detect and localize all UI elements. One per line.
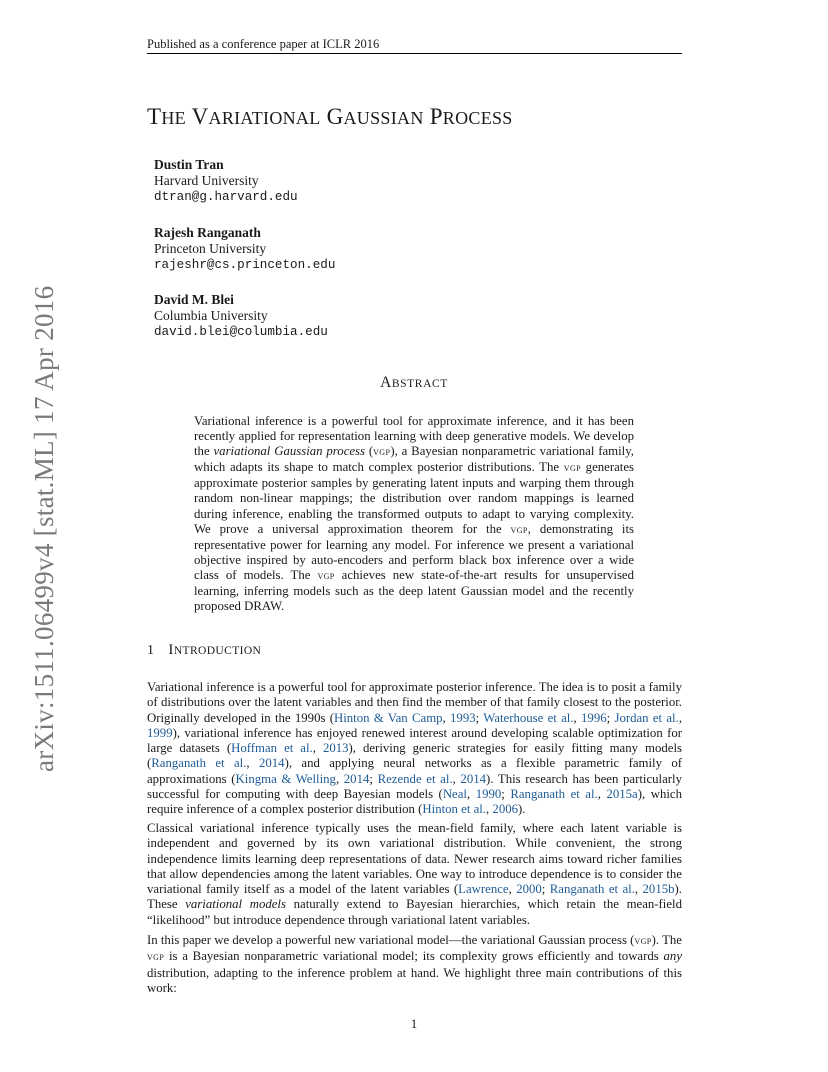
citation-link[interactable]: Hinton et al. [422,802,487,817]
running-header: Published as a conference paper at ICLR 2016 [147,37,380,51]
paper-title: THE VARIATIONAL GAUSSIAN PROCESS [147,104,513,129]
citation-link[interactable]: Neal [442,787,467,802]
citation-link[interactable]: Hoffman et al. [231,741,313,756]
citation-link[interactable]: Lawrence [458,882,509,897]
citation-link[interactable]: Ranganath et al. [510,787,598,802]
citation-link[interactable]: 1996 [581,710,607,725]
citation-link[interactable]: 2014 [258,756,285,771]
author-name: Rajesh Ranganath [154,225,261,240]
citation-link[interactable]: 1999 [147,725,173,740]
citation-link[interactable]: 2014 [460,771,487,786]
intro-paragraph-1: Variational inference is a powerful tool for approximate posterior inference. The idea is to posit a family of distributions over the latent variables and then find the member of that family closest to the posterior. Originally developed in the 1990s (Hinton & Van Camp, 1993; Waterhouse et al., 1996; Jordan et al., 1999), variational inference has enjoyed renewed interest around developing scalable optimization for large datasets (Hoffman et al., 2013), deriving generic strategies for easily fitting many models (Ranganath et al., 2014), and applying neural networks as a flexible parametric family of approximations (Kingma & Welling, 2014; Rezende et al., 2014). This research has been particularly successful for computing with deep Bayesian models (Neal, 1990; Ranganath et al., 2015a), which require inference of a complex posterior distribution (Hinton et al., 2006). [147,680,683,817]
author-affiliation: Princeton University [154,241,267,256]
citation-link[interactable]: Hinton & Van Camp [333,710,443,725]
author-block [154,292,328,340]
author-name: David M. Blei [154,292,234,307]
author-email: david.blei@columbia.edu [154,325,328,339]
section-heading: 1 INTRODUCTION [147,642,262,658]
citation-link[interactable]: Rezende et al. [377,771,453,786]
header-rule [147,53,682,54]
intro-paragraph-2: Classical variational inference typically uses the mean-field family, where each latent variable is independent and governed by its own variational distribution. While convenient, the strong independence limits learning deep representations of data. Newer research aims toward richer families that allow dependencies among the latent variables. One way to introduce dependence is to consider the variational family itself as a model of the latent variables (Lawrence, 2000; Ranganath et al., 2015b). These variational models naturally extend to Bayesian hierarchies, which retain the mean-field “likelihood” but introduce dependence through variational latent variables. [147,821,682,927]
author-block [154,157,298,205]
author-email: dtran@g.harvard.edu [154,190,298,204]
citation-link[interactable]: 1990 [475,787,502,802]
author-name: Dustin Tran [154,157,224,172]
citation-link[interactable]: 2000 [516,882,542,897]
citation-link[interactable]: 2013 [322,741,349,756]
author-block [154,225,335,273]
author-affiliation: Columbia University [154,308,268,323]
abstract-heading: ABSTRACT [380,374,448,391]
page-number: 1 [410,1016,418,1031]
arxiv-stamp: arXiv:1511.06499v4 [stat.ML] 17 Apr 2016 [29,285,59,772]
citation-link[interactable]: 1993 [450,710,476,725]
citation-link[interactable]: Kingma & Welling [235,771,336,786]
citation-link[interactable]: 2015b [642,882,675,897]
abstract-text: Variational inference is a powerful tool for approximate inference, and it has been recently applied for representation learning with deep generative models. We develop the variational Gaussian process (vgp), a Bayesian nonparametric variational family, which adapts its shape to match complex posterior distributions. The vgp generates approximate posterior samples by generating latent inputs and warping them through random non-linear mappings; the distribution over random mappings is learned during inference, enabling the transformed outputs to adapt to varying complexity. We prove a universal approximation theorem for the vgp, demonstrating its representative power for learning any model. For inference we present a variational objective inspired by auto-encoders and perform black box inference over a wide class of models. The vgp achieves new state-of-the-art results for unsupervised learning, inferring models such as the deep latent Gaussian model and the recently proposed DRAW. [194,414,635,614]
author-affiliation: Harvard University [154,173,259,188]
intro-paragraph-3: In this paper we develop a powerful new variational model—the variational Gaussian process (vgp). The vgp is a Bayesian nonparametric variational model; its complexity grows efficiently and towards any distribution, adapting to the inference problem at hand. We highlight three main contributions of this work: [147,933,682,995]
citation-link[interactable]: Ranganath et al. [549,882,635,897]
citation-link[interactable]: Ranganath et al. [151,756,247,771]
citation-link[interactable]: 2015a [606,787,638,802]
citation-link[interactable]: 2014 [343,771,370,786]
citation-link[interactable]: Jordan et al. [614,710,679,725]
citation-link[interactable]: Waterhouse et al. [483,710,574,725]
citation-link[interactable]: 2006 [492,802,519,817]
author-email: rajeshr@cs.princeton.edu [154,258,336,272]
